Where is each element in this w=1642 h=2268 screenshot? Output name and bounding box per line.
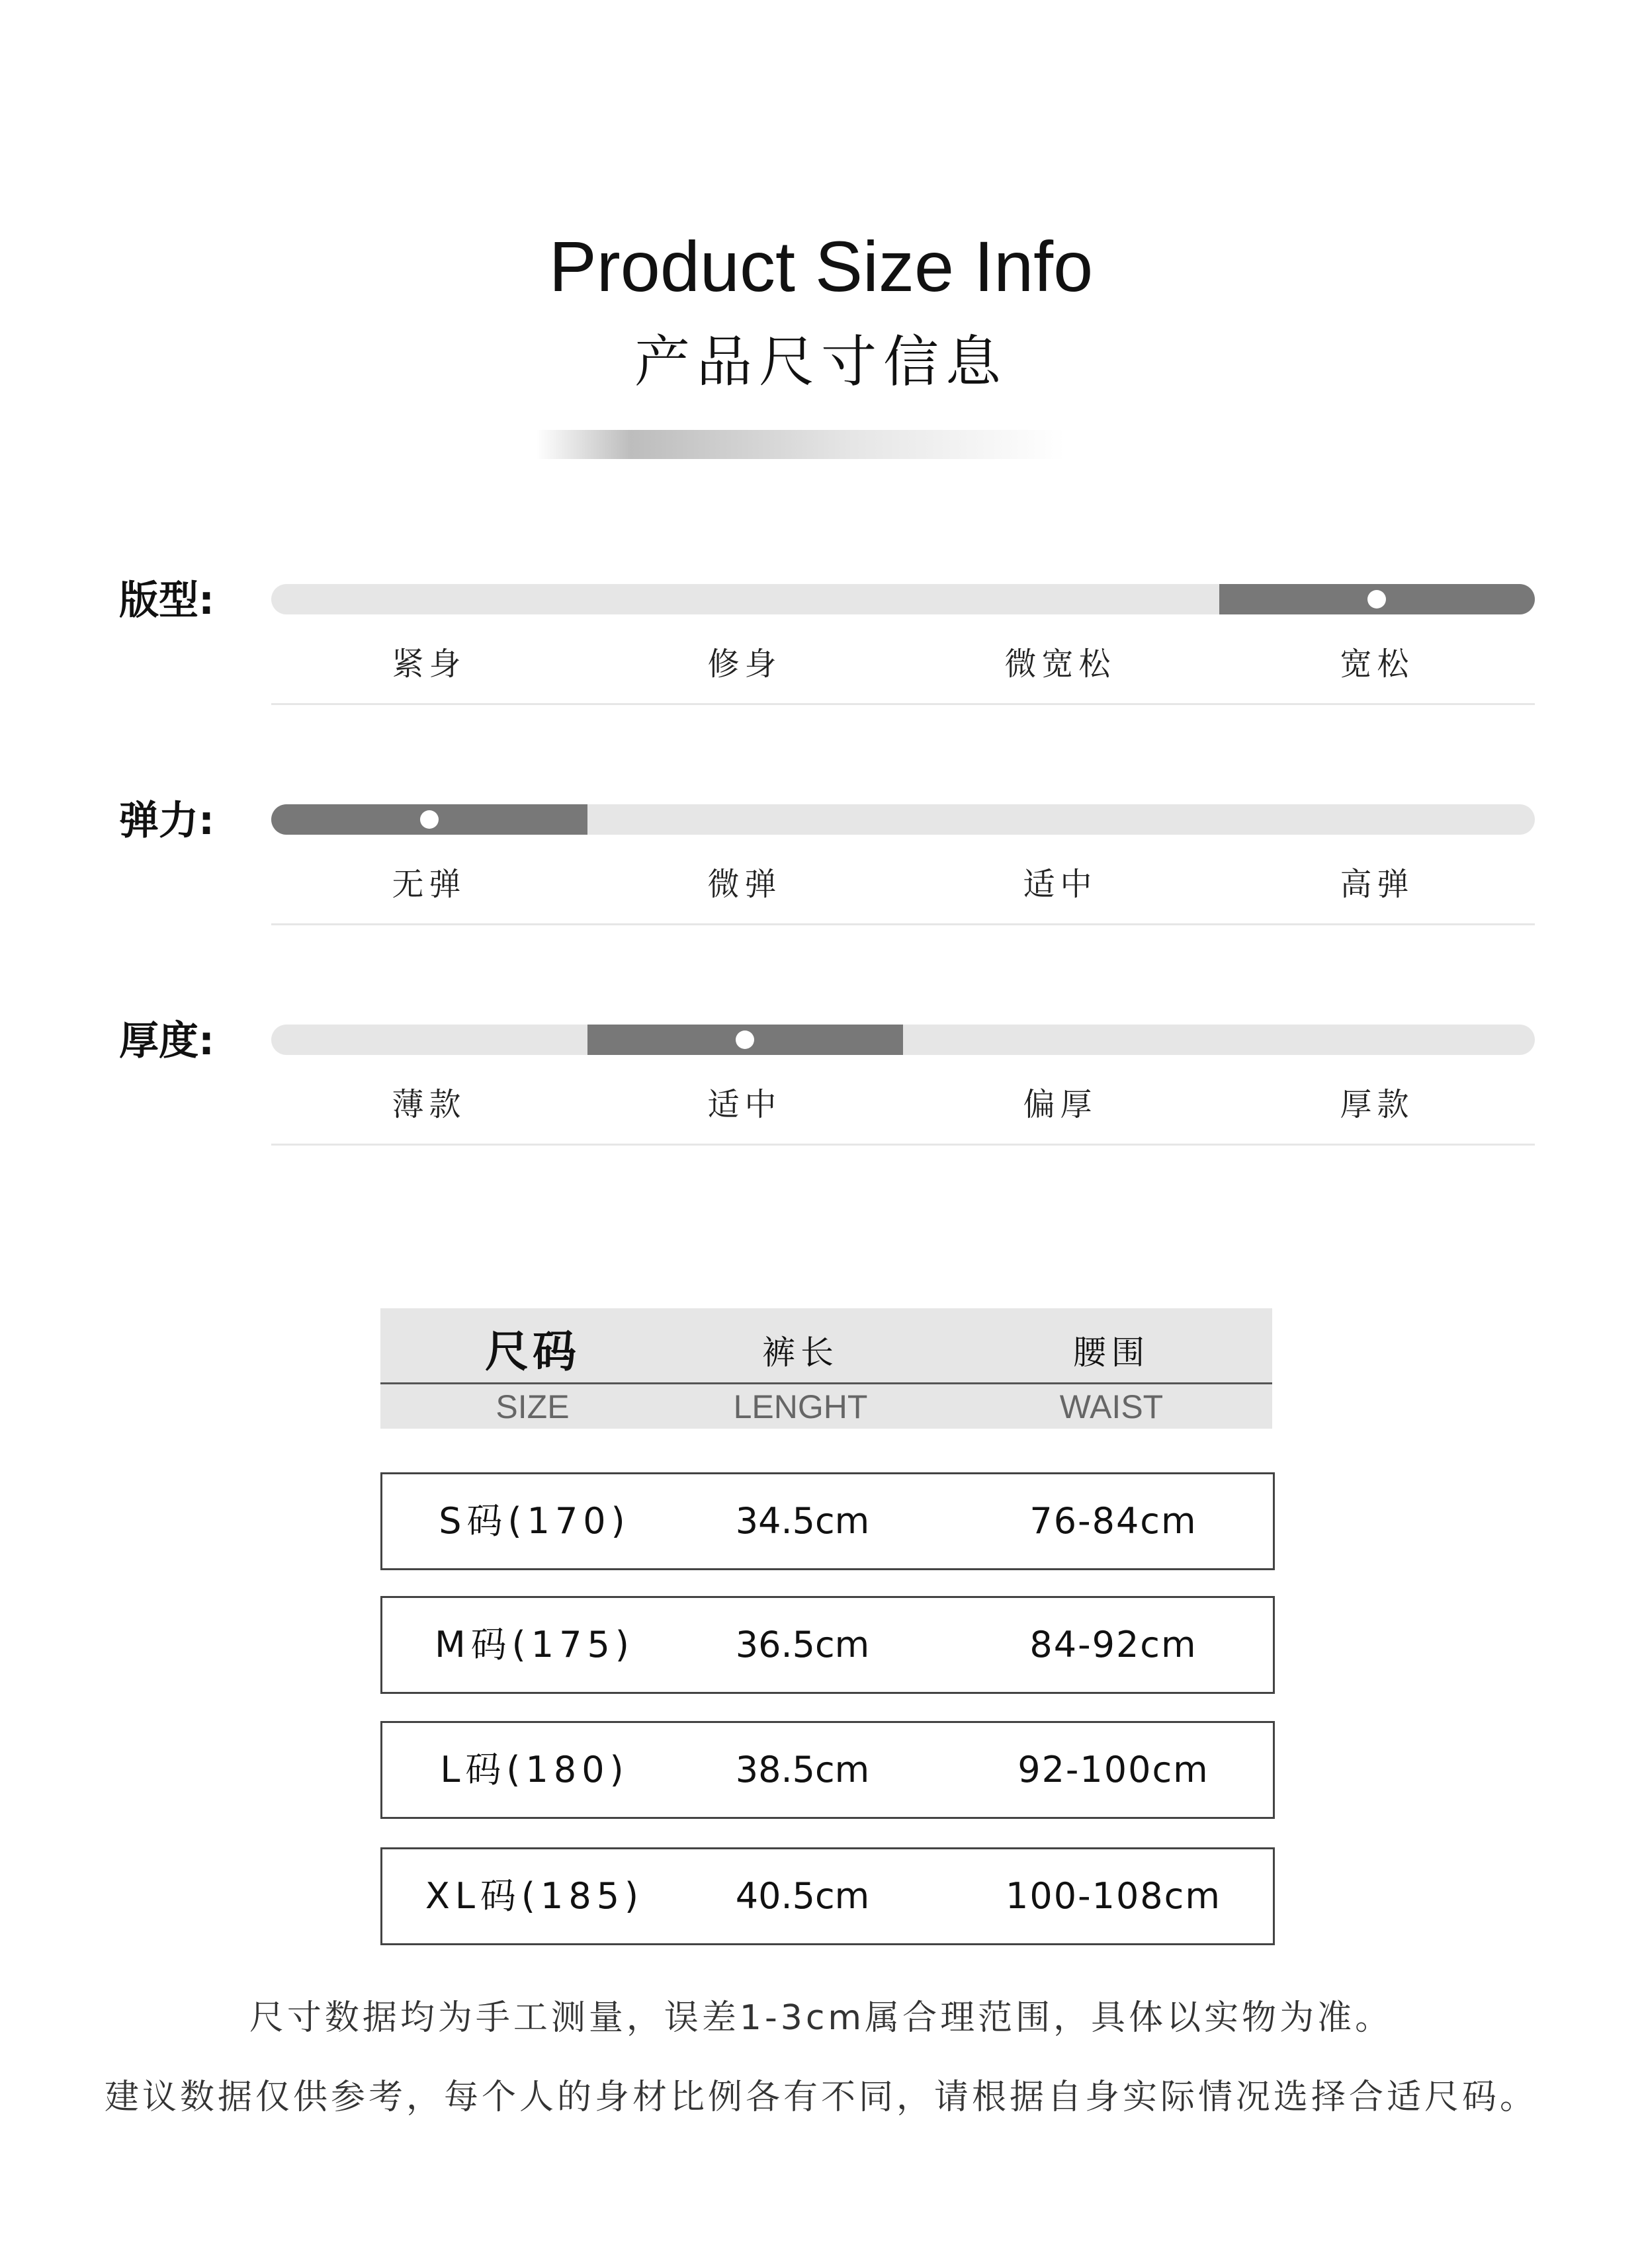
- table-row: [380, 1847, 1275, 1945]
- fit-scale-fill: [1219, 584, 1535, 614]
- table-row: [380, 1721, 1275, 1819]
- fit-option-1: 紧身: [392, 646, 466, 683]
- table-row: [380, 1596, 1275, 1694]
- fit-scale-dot: [1367, 590, 1386, 609]
- row-length: 34.5cm: [735, 1500, 870, 1542]
- fit-divider: [271, 703, 1535, 705]
- page-title-cn: 产品尺寸信息: [634, 329, 1008, 394]
- row-length: 40.5cm: [735, 1875, 870, 1917]
- fit-option-2: 修身: [707, 646, 782, 683]
- elasticity-scale-track: [271, 804, 1535, 835]
- table-row: [380, 1472, 1275, 1570]
- elasticity-scale-fill: [271, 804, 587, 835]
- row-size: S码(170): [439, 1500, 630, 1542]
- header-waist: 腰围: [1073, 1333, 1150, 1372]
- thickness-scale-track: [271, 1025, 1535, 1055]
- row-size: M码(175): [435, 1624, 634, 1665]
- note-advice: 建议数据仅供参考，每个人的身材比例各有不同，请根据自身实际情况选择合适尺码。: [104, 2078, 1537, 2117]
- elasticity-option-1: 无弹: [392, 866, 466, 903]
- header-size: 尺码: [485, 1326, 580, 1377]
- fit-option-4: 宽松: [1340, 646, 1414, 683]
- elasticity-label: 弹力:: [119, 798, 214, 844]
- elasticity-option-4: 高弹: [1340, 866, 1414, 903]
- page-title-en: Product Size Info: [548, 226, 1094, 306]
- thickness-option-2: 适中: [707, 1086, 782, 1123]
- elasticity-option-2: 微弹: [707, 866, 782, 903]
- row-waist: 92-100cm: [1017, 1749, 1209, 1790]
- header-length: 裤长: [762, 1333, 839, 1372]
- row-waist: 100-108cm: [1006, 1875, 1221, 1917]
- elasticity-option-3: 适中: [1023, 866, 1098, 903]
- subheader-length: LENGHT: [733, 1388, 868, 1425]
- thickness-option-1: 薄款: [392, 1086, 466, 1123]
- title-gradient-bar: [536, 430, 1065, 459]
- row-waist: 84-92cm: [1029, 1624, 1197, 1665]
- row-length: 38.5cm: [735, 1749, 870, 1790]
- subheader-size: SIZE: [496, 1388, 570, 1425]
- elasticity-divider: [271, 923, 1535, 925]
- fit-option-3: 微宽松: [1004, 646, 1116, 683]
- row-size: XL码(185): [425, 1875, 644, 1917]
- subheader-waist: WAIST: [1059, 1388, 1164, 1425]
- elasticity-scale-dot: [420, 810, 439, 829]
- fit-scale-track: [271, 584, 1535, 614]
- thickness-scale-fill: [587, 1025, 904, 1055]
- thickness-scale-dot: [736, 1030, 754, 1049]
- row-size: L码(180): [440, 1749, 629, 1790]
- row-length: 36.5cm: [735, 1624, 870, 1665]
- thickness-option-3: 偏厚: [1023, 1086, 1098, 1123]
- thickness-option-4: 厚款: [1340, 1086, 1414, 1123]
- thickness-label: 厚度:: [119, 1018, 214, 1064]
- row-waist: 76-84cm: [1029, 1500, 1197, 1542]
- thickness-divider: [271, 1144, 1535, 1146]
- note-measurement: 尺寸数据均为手工测量，误差1-3cm属合理范围，具体以实物为准。: [249, 1998, 1393, 2038]
- fit-label: 版型:: [119, 577, 214, 624]
